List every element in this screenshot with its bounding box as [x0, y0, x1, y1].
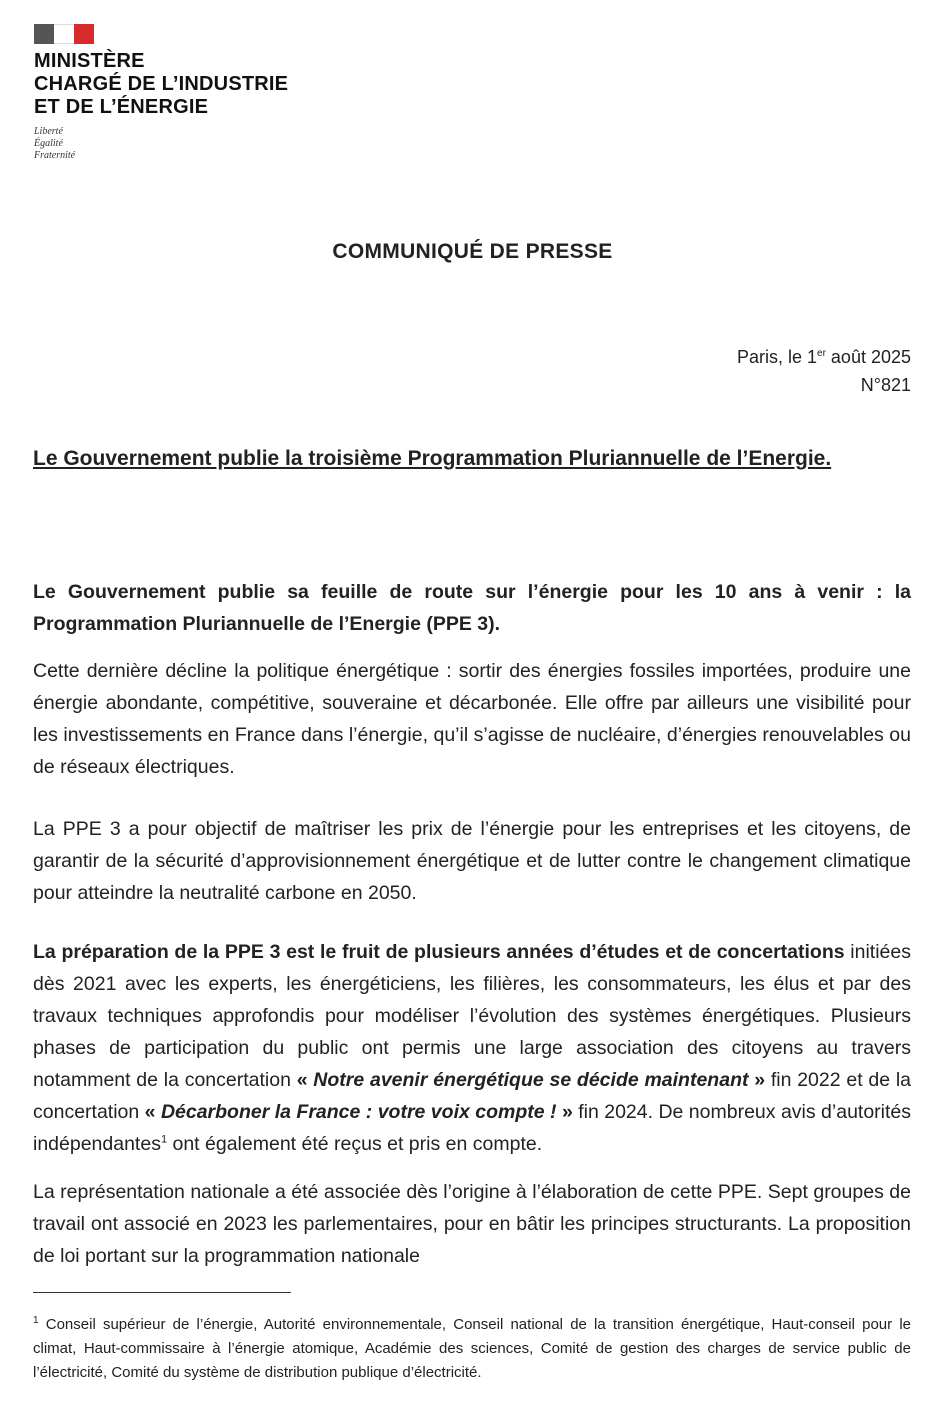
ministry-logo [34, 24, 354, 162]
ministry-line-2: CHARGÉ DE L’INDUSTRIE [34, 73, 289, 95]
paragraph-4: La représentation nationale a été associée dès l’origine à l’élaboration de cette PPE. Sept groupes de travail ont associé en 2023 les parlementaires, pour en bâtir les principes structurants. La proposition de loi portant sur la programmation nationale [33, 1181, 911, 1267]
dateline [737, 340, 911, 399]
body-text [33, 576, 911, 1272]
date-line [737, 340, 911, 371]
p3-text-4: ont également été reçus et pris en compte. [167, 1133, 543, 1155]
p3-text-2: fin 2022 et de la concertation [33, 1069, 911, 1123]
press-release-label: COMMUNIQUÉ DE PRESSE [332, 240, 613, 263]
paragraph-2: La PPE 3 a pour objectif de maîtriser les prix de l’énergie pour les entreprises et les citoyens, de garantir de la sécurité d’approvisionnement énergétique et de lutter contre le changement climatique pour atteindre la neutralité carbone en 2050. [33, 818, 911, 904]
ministry-line-1: MINISTÈRE [34, 50, 145, 72]
date-prefix: Paris, le 1 [736, 347, 818, 367]
document-title: Le Gouvernement publie la troisième Programmation Pluriannuelle de l’Energie. [33, 447, 832, 470]
footnote-divider [33, 1292, 291, 1293]
french-flag-icon [34, 24, 94, 44]
date-superscript: er [817, 348, 826, 359]
ministry-line-3: ET DE L’ÉNERGIE [34, 96, 209, 118]
p3-text-3: fin 2024. De nombreux avis d’autorités indépendantes [33, 1101, 912, 1155]
p3-bold-intro: La préparation de la PPE 3 est le fruit de plusieurs années d’études et de concertations [33, 941, 845, 963]
motto-fraternite: Fraternité [34, 150, 76, 161]
release-number: N°821 [860, 375, 911, 395]
footnote-marker: 1 [33, 1315, 39, 1326]
paragraph-1: Cette dernière décline la politique énergétique : sortir des énergies fossiles importées, produire une énergie abondante, compétitive, souveraine et décarbonée. Elle offre par ailleurs une visibilité pour les investissements en France dans l’énergie, qu’il s’agisse de nucléaire, d’énergies renouvelables ou de réseaux électriques. [33, 660, 911, 778]
p3-quote-1: « Notre avenir énergétique se décide maintenant » [296, 1069, 766, 1091]
date-rest: août 2025 [825, 347, 911, 367]
p3-quote-2: « Décarboner la France : votre voix compte ! » [144, 1101, 573, 1123]
footnote-ref[interactable]: 1 [160, 1133, 168, 1146]
p3-text-1: initiées dès 2021 avec les experts, les énergéticiens, les filières, les consommateurs, les élus et par des travaux techniques approfondis pour modéliser l’évolution des systèmes énergétiques. Plusieurs phases de participation du public ont permis une large association des citoyens au travers notamment de la concertation [33, 941, 911, 1091]
lead-paragraph: Le Gouvernement publie sa feuille de route sur l’énergie pour les 10 ans à venir : la Programmation Pluriannuelle de l’Energie (PPE 3). [33, 581, 911, 635]
ministry-name [34, 50, 354, 119]
republic-motto [34, 126, 354, 162]
footnote [33, 1309, 911, 1385]
paragraph-3 [33, 936, 911, 1160]
motto-egalite: Égalité [34, 138, 63, 149]
footnote-text: Conseil supérieur de l’énergie, Autorité environnementale, Conseil national de la transition énergétique, Haut-conseil pour le climat, Haut-commissaire à l’énergie atomique, Académie des sciences, Comité de gestion des charges de service public de l’électricité, Comité du système de distribution publique d’électricité. [33, 1316, 911, 1381]
motto-liberte: Liberté [34, 126, 63, 137]
